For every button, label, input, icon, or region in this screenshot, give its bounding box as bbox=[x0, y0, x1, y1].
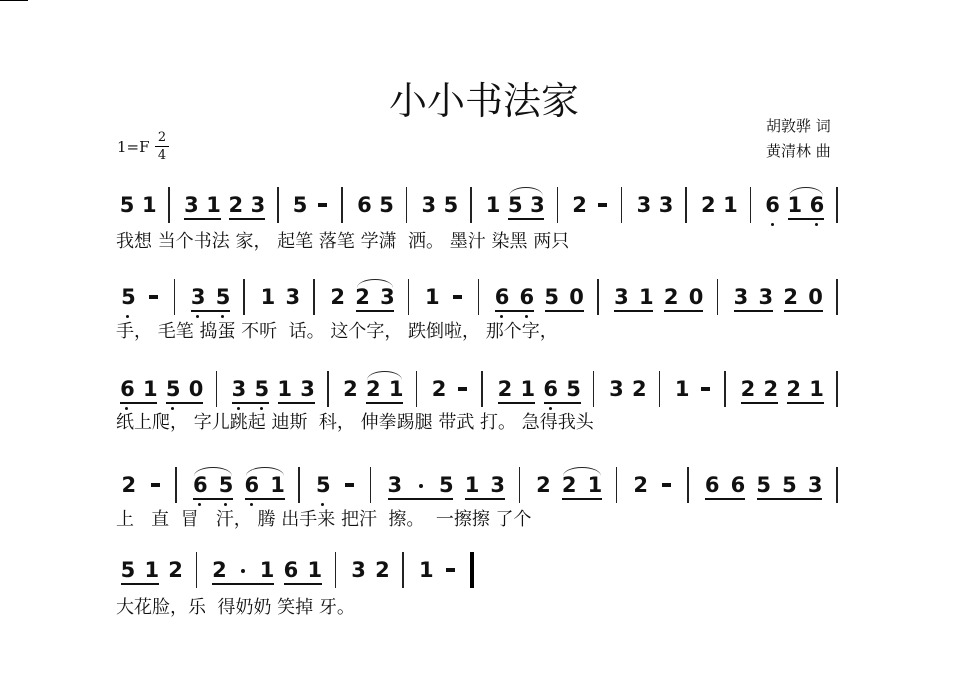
key-signature: 1=F bbox=[117, 138, 150, 156]
note-digit: 1 bbox=[587, 473, 603, 497]
eighth-beam bbox=[788, 218, 824, 220]
barline bbox=[836, 279, 838, 315]
note-digit: 3 bbox=[190, 285, 206, 309]
lyric-line: 上 直 冒 汗， 腾 出手来 把汗 擦。 一擦擦 了个 bbox=[116, 509, 532, 530]
sustain-dash bbox=[345, 483, 354, 487]
note-digit: 1 bbox=[388, 377, 404, 401]
barline bbox=[616, 467, 618, 503]
eighth-beam bbox=[705, 498, 745, 500]
lower-octave-dot bbox=[196, 315, 199, 318]
note-digit: 3 bbox=[250, 193, 266, 217]
eighth-beam bbox=[229, 218, 265, 220]
eighth-beam bbox=[184, 218, 220, 220]
note-digit: 2 bbox=[700, 193, 716, 217]
note-digit: 5 bbox=[215, 285, 231, 309]
note-digit: 3 bbox=[733, 285, 749, 309]
song-title: 小小书法家 bbox=[388, 79, 579, 123]
note-digit: 6 bbox=[704, 473, 720, 497]
note-digit: 3 bbox=[758, 285, 774, 309]
note-digit: 1 bbox=[141, 193, 157, 217]
note-digit: 5 bbox=[254, 377, 270, 401]
slur-arc bbox=[789, 187, 823, 196]
note-digit: 1 bbox=[485, 193, 501, 217]
barline bbox=[621, 187, 623, 223]
note-digit: 6 bbox=[283, 558, 299, 582]
barline bbox=[687, 467, 689, 503]
lower-octave-dot bbox=[500, 315, 503, 318]
note-digit: 0 bbox=[188, 377, 204, 401]
eighth-beam bbox=[498, 402, 535, 404]
barline bbox=[685, 187, 687, 223]
barline bbox=[470, 187, 472, 223]
eighth-beam bbox=[191, 310, 230, 312]
note-digit: 1 bbox=[144, 558, 160, 582]
note-digit: 2 bbox=[497, 377, 513, 401]
note-digit: 2 bbox=[633, 473, 648, 497]
barline bbox=[341, 187, 343, 223]
eighth-beam bbox=[356, 310, 395, 312]
slur-arc bbox=[194, 467, 232, 476]
eighth-beam bbox=[284, 583, 322, 585]
barline bbox=[408, 279, 410, 315]
note-digit: 2 bbox=[536, 473, 551, 497]
barline bbox=[216, 371, 218, 407]
note-digit: 2 bbox=[783, 285, 798, 309]
note-digit: 6 bbox=[244, 473, 260, 497]
sustain-dash bbox=[458, 387, 467, 391]
barline bbox=[277, 187, 279, 223]
barline bbox=[836, 187, 838, 223]
note-digit: 2 bbox=[168, 558, 183, 582]
note-digit: 1 bbox=[809, 377, 824, 401]
sustain-dash bbox=[598, 203, 607, 207]
barline bbox=[416, 371, 418, 407]
eighth-beam bbox=[121, 583, 159, 585]
note-digit: 6 bbox=[120, 377, 135, 401]
note-digit: 5 bbox=[782, 473, 797, 497]
barline bbox=[196, 552, 198, 588]
note-digit: 2 bbox=[212, 558, 227, 582]
note-digit: 5 bbox=[379, 193, 394, 217]
note-digit: 1 bbox=[143, 377, 158, 401]
barline bbox=[659, 371, 661, 407]
note-digit: 3 bbox=[609, 377, 624, 401]
note-digit: 5 bbox=[218, 473, 234, 497]
note-digit: 3 bbox=[658, 193, 674, 217]
note-digit: 3 bbox=[351, 558, 366, 582]
note-digit: 2 bbox=[121, 473, 137, 497]
sustain-dash bbox=[149, 295, 158, 299]
lower-octave-dot bbox=[171, 407, 174, 410]
note-digit: 3 bbox=[807, 473, 823, 497]
note-digit: 3 bbox=[614, 285, 629, 309]
eighth-beam bbox=[278, 402, 315, 404]
note-digit: 2 bbox=[631, 377, 647, 401]
note-digit: 3 bbox=[231, 377, 247, 401]
lyric-line: 大花脸，乐 得奶奶 笑掉 牙。 bbox=[116, 597, 355, 618]
note-digit: 5 bbox=[507, 193, 523, 217]
time-signature-top: 2 bbox=[157, 130, 167, 145]
note-digit: 2 bbox=[343, 377, 358, 401]
dotted-rhythm-dot bbox=[419, 484, 423, 488]
eighth-beam bbox=[544, 402, 581, 404]
slur-arc bbox=[357, 279, 394, 288]
note-digit: 5 bbox=[566, 377, 581, 401]
note-digit: 1 bbox=[277, 377, 293, 401]
note-digit: 5 bbox=[544, 285, 560, 309]
lyric-line: 纸上爬， 字儿跳起 迪斯 科， 伸拳踢腿 带武 打。 急得我头 bbox=[116, 412, 594, 433]
sustain-dash bbox=[701, 387, 710, 391]
note-digit: 3 bbox=[285, 285, 301, 309]
lower-octave-dot bbox=[126, 315, 129, 318]
barline bbox=[481, 371, 483, 407]
note-digit: 1 bbox=[674, 377, 690, 401]
lower-octave-dot bbox=[549, 407, 552, 410]
note-digit: 3 bbox=[421, 193, 437, 217]
note-digit: 2 bbox=[786, 377, 801, 401]
note-digit: 2 bbox=[663, 285, 679, 309]
note-digit: 1 bbox=[723, 193, 738, 217]
note-digit: 1 bbox=[418, 558, 434, 582]
note-digit: 5 bbox=[120, 558, 136, 582]
note-digit: 2 bbox=[355, 285, 370, 309]
eighth-beam bbox=[366, 402, 403, 404]
sustain-dash bbox=[662, 483, 671, 487]
note-digit: 5 bbox=[438, 473, 454, 497]
slur-arc bbox=[246, 467, 284, 476]
note-digit: 2 bbox=[740, 377, 756, 401]
lower-octave-dot bbox=[125, 407, 128, 410]
eighth-beam bbox=[388, 498, 453, 500]
lower-octave-dot bbox=[321, 503, 324, 506]
note-digit: 2 bbox=[431, 377, 447, 401]
note-digit: 2 bbox=[228, 193, 244, 217]
lower-octave-dot bbox=[260, 407, 263, 410]
eighth-beam bbox=[465, 498, 505, 500]
eighth-beam bbox=[614, 310, 653, 312]
note-digit: 1 bbox=[520, 377, 536, 401]
barline bbox=[593, 371, 595, 407]
barline bbox=[557, 187, 559, 223]
note-digit: 1 bbox=[787, 193, 803, 217]
barline bbox=[243, 279, 245, 315]
barline bbox=[370, 467, 372, 503]
lower-octave-dot bbox=[237, 407, 240, 410]
note-digit: 1 bbox=[270, 473, 285, 497]
eighth-beam bbox=[545, 310, 584, 312]
eighth-beam bbox=[245, 498, 285, 500]
note-digit: 2 bbox=[366, 377, 381, 401]
lower-octave-dot bbox=[771, 223, 774, 226]
barline bbox=[724, 371, 726, 407]
note-digit: 5 bbox=[756, 473, 771, 497]
note-digit: 0 bbox=[808, 285, 823, 309]
eighth-beam bbox=[166, 402, 203, 404]
eighth-beam bbox=[734, 310, 773, 312]
lyric-line: 手， 毛笔 捣蛋 不听 话。 这个字， 跌倒啦， 那个字， bbox=[116, 321, 558, 342]
note-digit: 6 bbox=[357, 193, 372, 217]
sustain-dash bbox=[318, 203, 327, 207]
slur-arc bbox=[367, 371, 402, 380]
note-digit: 6 bbox=[809, 193, 825, 217]
note-digit: 2 bbox=[330, 285, 345, 309]
lower-octave-dot bbox=[198, 503, 201, 506]
eighth-beam bbox=[787, 402, 824, 404]
barline bbox=[478, 279, 480, 315]
barline bbox=[298, 467, 300, 503]
note-digit: 2 bbox=[572, 193, 587, 217]
slur-arc bbox=[563, 467, 601, 476]
note-digit: 3 bbox=[380, 285, 395, 309]
barline bbox=[335, 552, 337, 588]
barline bbox=[327, 371, 329, 407]
slur-arc bbox=[509, 187, 543, 196]
note-digit: 3 bbox=[636, 193, 652, 217]
lower-octave-dot bbox=[815, 223, 818, 226]
note-digit: 5 bbox=[165, 377, 181, 401]
barline bbox=[402, 552, 404, 588]
note-digit: 3 bbox=[184, 193, 199, 217]
time-signature-bottom: 4 bbox=[157, 148, 167, 163]
note-digit: 3 bbox=[490, 473, 506, 497]
dotted-rhythm-dot bbox=[241, 569, 245, 573]
barline bbox=[313, 279, 315, 315]
eighth-beam bbox=[757, 498, 822, 500]
note-digit: 5 bbox=[121, 285, 136, 309]
note-digit: 6 bbox=[494, 285, 510, 309]
note-digit: 1 bbox=[424, 285, 440, 309]
note-digit: 5 bbox=[315, 473, 331, 497]
eighth-beam bbox=[784, 310, 823, 312]
eighth-beam bbox=[495, 310, 534, 312]
note-digit: 5 bbox=[292, 193, 308, 217]
sustain-dash bbox=[151, 483, 160, 487]
barline bbox=[406, 187, 408, 223]
note-digit: 0 bbox=[688, 285, 704, 309]
sustain-dash bbox=[453, 295, 462, 299]
eighth-beam bbox=[232, 402, 269, 404]
note-digit: 6 bbox=[543, 377, 558, 401]
lower-octave-dot bbox=[224, 503, 227, 506]
barline bbox=[174, 279, 176, 315]
eighth-beam bbox=[508, 218, 544, 220]
barline bbox=[519, 467, 521, 503]
note-digit: 1 bbox=[639, 285, 654, 309]
note-digit: 2 bbox=[375, 558, 390, 582]
eighth-beam bbox=[193, 498, 233, 500]
note-digit: 2 bbox=[561, 473, 577, 497]
eighth-beam bbox=[664, 310, 703, 312]
barline bbox=[175, 467, 177, 503]
barline bbox=[470, 552, 474, 588]
note-digit: 1 bbox=[259, 558, 275, 582]
sustain-dash bbox=[446, 568, 455, 572]
note-digit: 1 bbox=[260, 285, 276, 309]
composer-credit: 黄清林 曲 bbox=[766, 142, 831, 160]
eighth-beam bbox=[741, 402, 778, 404]
note-digit: 0 bbox=[569, 285, 584, 309]
note-digit: 6 bbox=[193, 473, 208, 497]
barline bbox=[597, 279, 599, 315]
note-digit: 6 bbox=[519, 285, 535, 309]
note-digit: 5 bbox=[443, 193, 459, 217]
eighth-beam bbox=[212, 583, 274, 585]
lower-octave-dot bbox=[525, 315, 528, 318]
note-digit: 6 bbox=[765, 193, 780, 217]
eighth-beam bbox=[120, 402, 157, 404]
note-digit: 1 bbox=[307, 558, 323, 582]
eighth-beam bbox=[562, 498, 602, 500]
barline bbox=[168, 187, 170, 223]
note-digit: 1 bbox=[206, 193, 221, 217]
barline bbox=[836, 467, 838, 503]
barline bbox=[717, 279, 719, 315]
note-digit: 1 bbox=[464, 473, 480, 497]
note-digit: 3 bbox=[300, 377, 315, 401]
note-digit: 3 bbox=[387, 473, 403, 497]
note-digit: 5 bbox=[119, 193, 135, 217]
lyric-line: 我想 当个书法 家， 起笔 落笔 学潇 洒。 墨汁 染黑 两只 bbox=[116, 231, 570, 252]
note-digit: 3 bbox=[530, 193, 545, 217]
note-digit: 2 bbox=[763, 377, 779, 401]
note-digit: 6 bbox=[730, 473, 746, 497]
lower-octave-dot bbox=[250, 503, 253, 506]
barline bbox=[836, 371, 838, 407]
barline bbox=[750, 187, 752, 223]
lower-octave-dot bbox=[221, 315, 224, 318]
lyricist-credit: 胡敦骅 词 bbox=[766, 117, 831, 135]
